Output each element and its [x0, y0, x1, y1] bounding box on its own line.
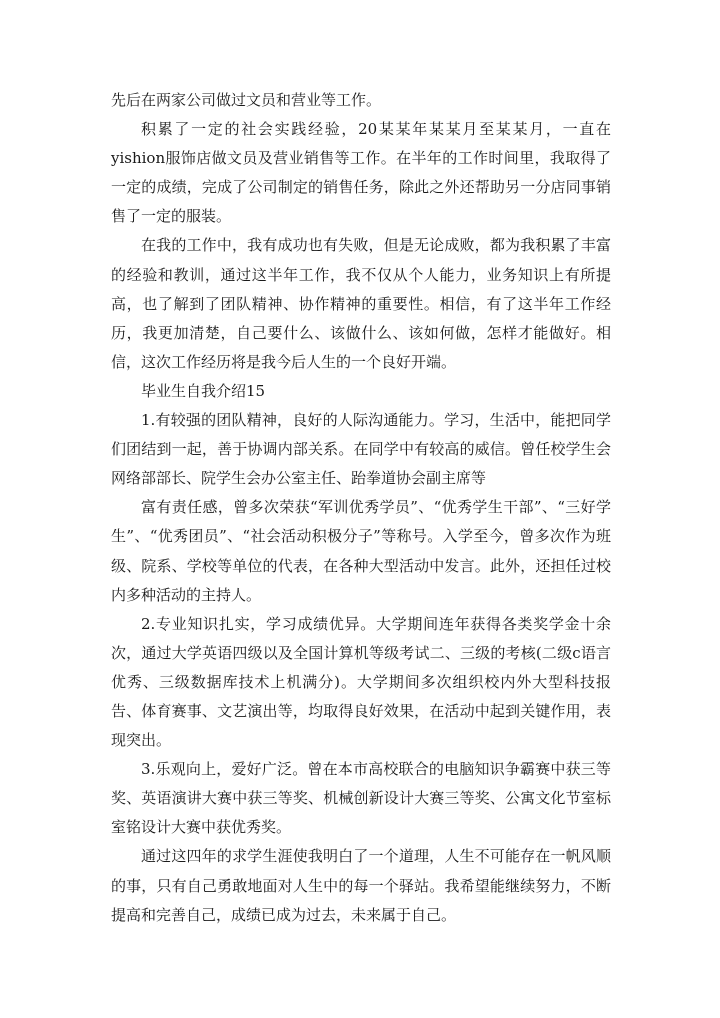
paragraph-2: 积累了一定的社会实践经验，20某某年某某月至某某月，一直在yishion服饰店做文员及营业销售等工作。在半年的工作时间里，我取得了一定的成绩，完成了公司制定的销售任务，除此之外还帮助另一分店同事销售了一定的服装。 [111, 120, 611, 226]
section-heading: 毕业生自我介绍15 [141, 381, 266, 400]
paragraph-3: 在我的工作中，我有成功也有失败，但是无论成败，都为我积累了丰富的经验和教训，通过这半年工作，我不仅从个人能力，业务知识上有所提高，也了解到了团队精神、协作精神的重要性。相信，有了这半年工作经历，我更加清楚，自己要什么、该做什么、该如何做，怎样才能做好。相信，这次工作经历将是我今后人生的一个良好开端。 [111, 236, 611, 371]
paragraph-4: 1.有较强的团队精神，良好的人际沟通能力。学习，生活中，能把同学们团结到一起，善于协调内部关系。在同学中有较高的威信。曾任校学生会网络部部长、院学生会办公室主任、跆拳道协会副主席等 [111, 411, 611, 488]
paragraph-7: 3.乐观向上，爱好广泛。曾在本市高校联合的电脑知识争霸赛中获三等奖、英语演讲大赛中获三等奖、机械创新设计大赛三等奖、公寓文化节室标室铭设计大赛中获优秀奖。 [111, 760, 611, 837]
document-body [111, 86, 611, 930]
paragraph-8: 通过这四年的求学生涯使我明白了一个道理，人生不可能存在一帆风顺的事，只有自己勇敢地面对人生中的每一个驿站。我希望能继续努力，不断提高和完善自己，成绩已成为过去，未来属于自己。 [111, 847, 611, 924]
paragraph-5: 富有责任感，曾多次荣获“军训优秀学员”、“优秀学生干部”、“三好学生”、“优秀团员”、“社会活动积极分子”等称号。入学至今，曾多次作为班级、院系、学校等单位的代表，在各种大型活动中发言。此外，还担任过校内多种活动的主持人。 [111, 498, 611, 604]
paragraph-1: 先后在两家公司做过文员和营业等工作。 [111, 91, 382, 109]
paragraph-6: 2.专业知识扎实，学习成绩优异。大学期间连年获得各类奖学金十余次，通过大学英语四级以及全国计算机等级考试二、三级的考核(二级c语言优秀、三级数据库技术上机满分)。大学期间多次组织校内外大型科技报告、体育赛事、文艺演出等，均取得良好效果，在活动中起到关键作用，表现突出。 [111, 614, 611, 750]
